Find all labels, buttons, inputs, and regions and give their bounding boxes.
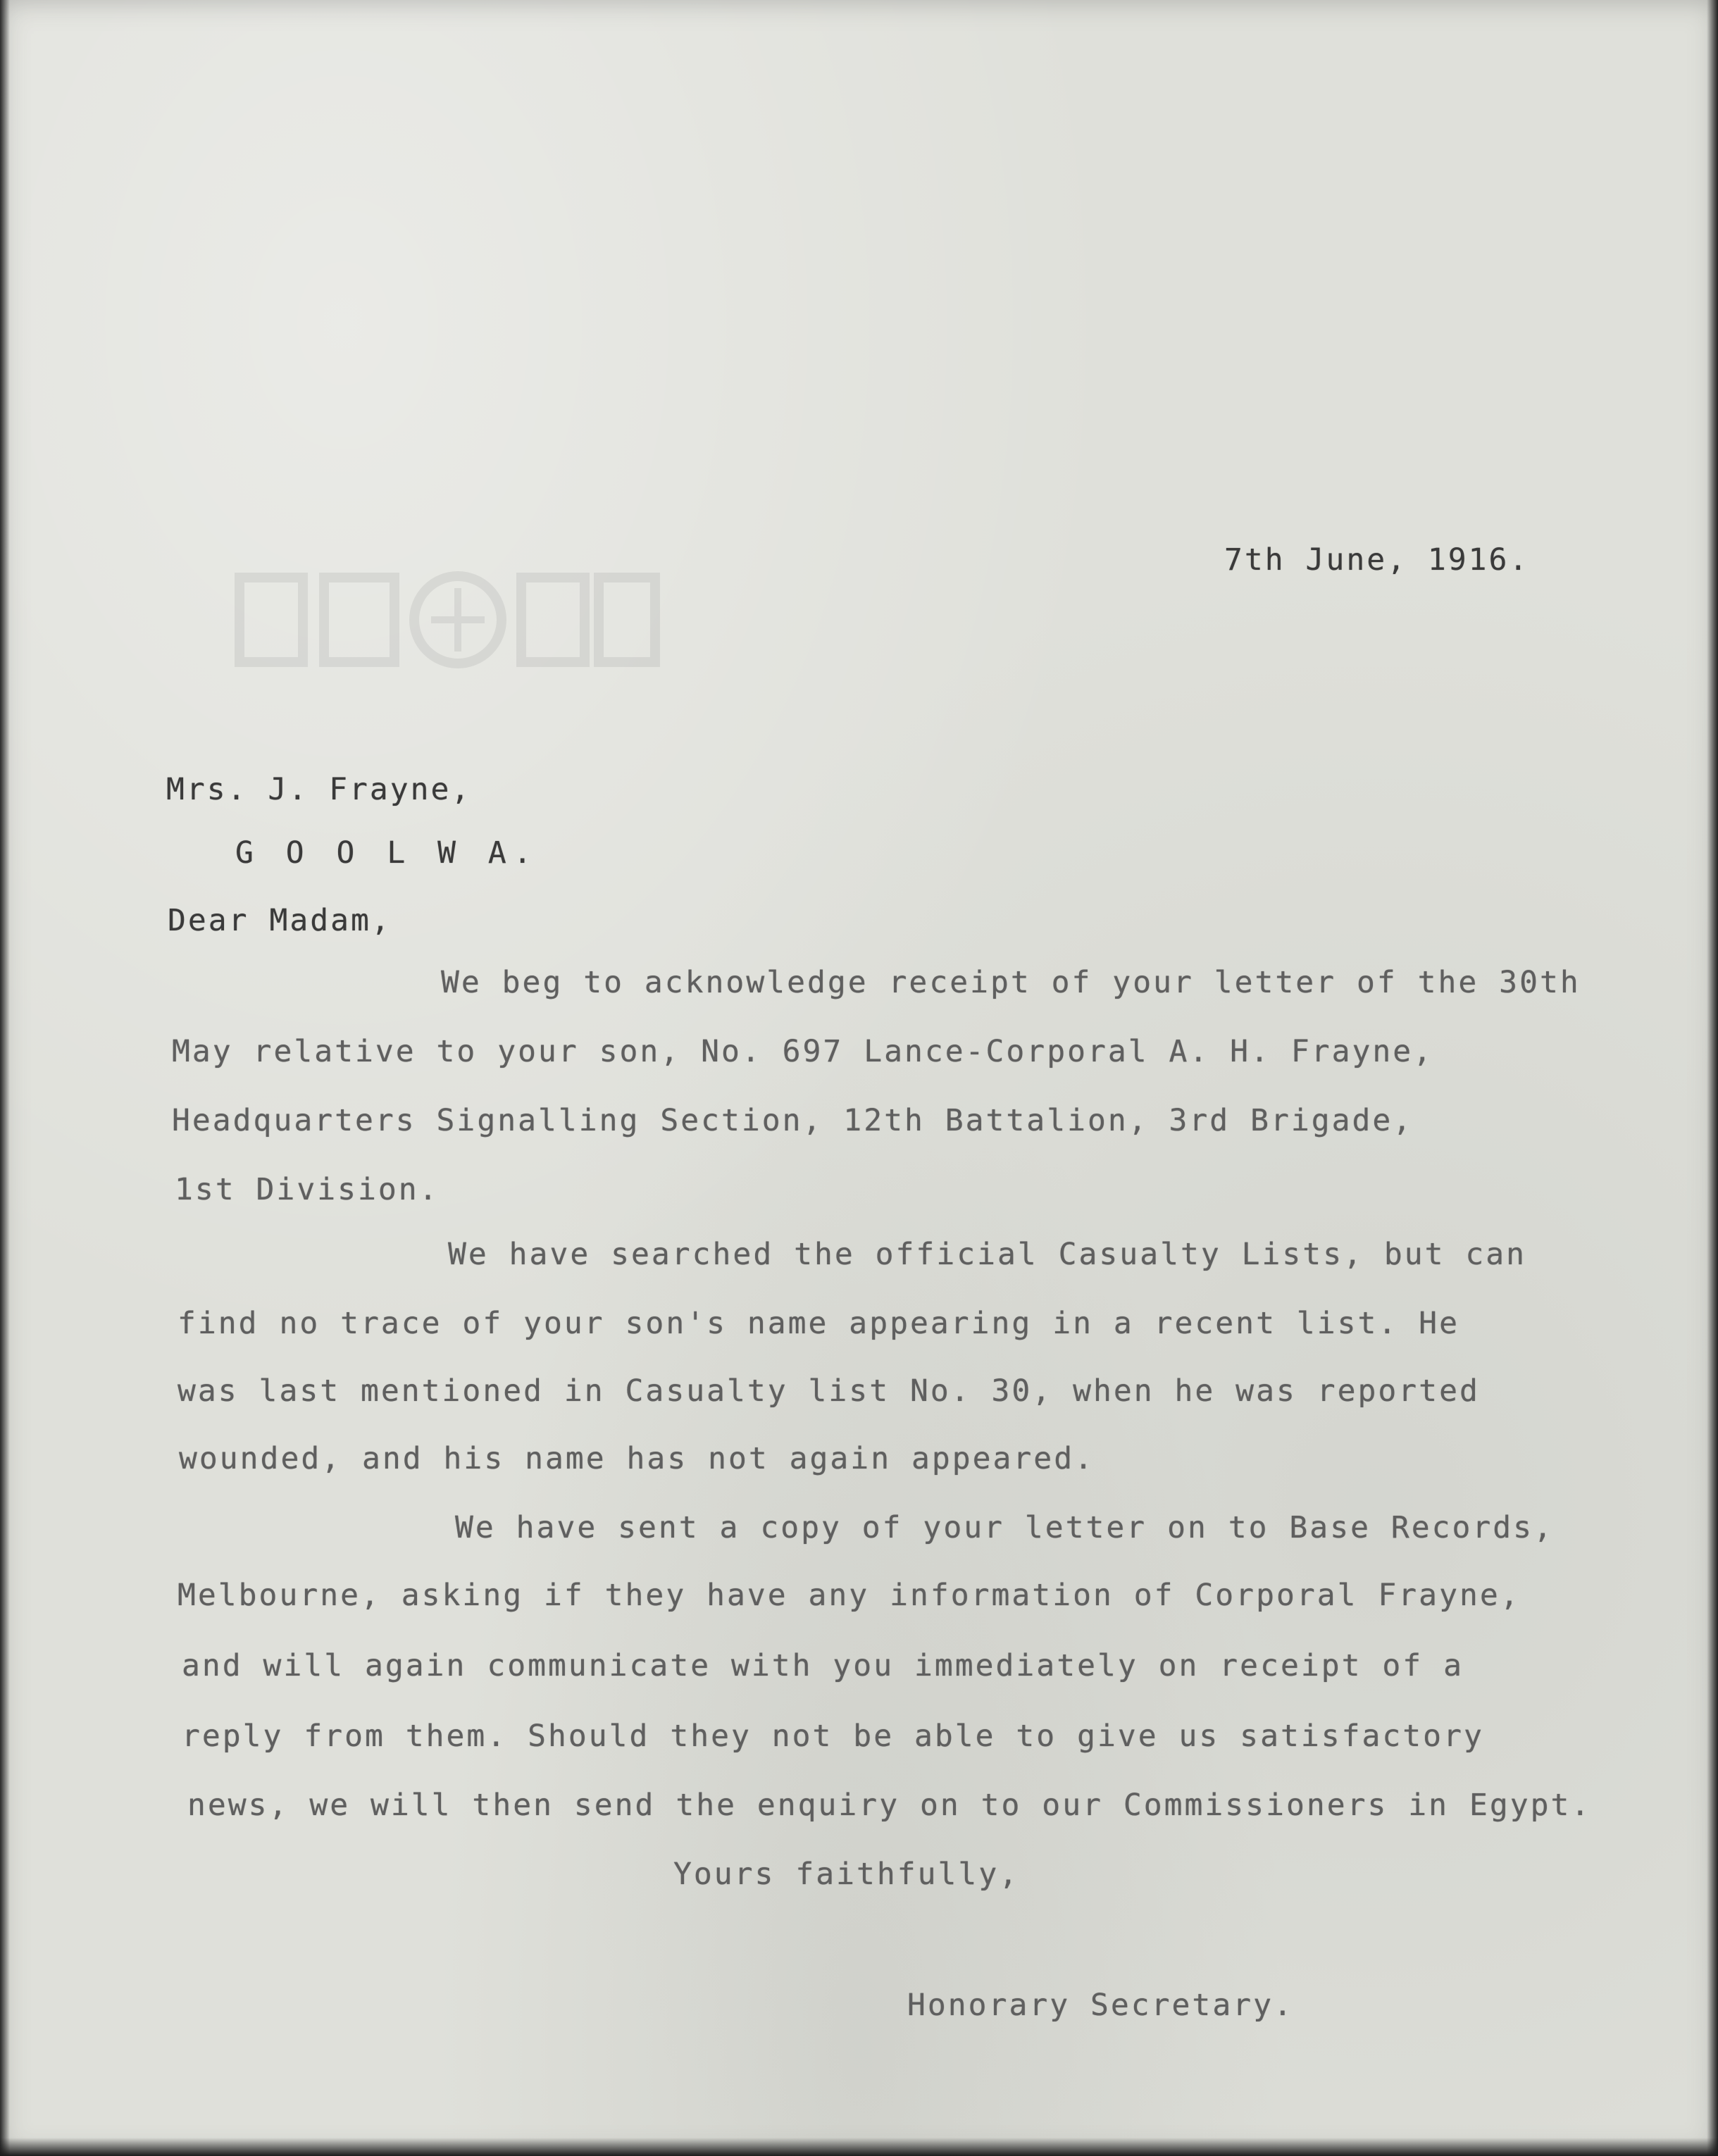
page-edge-shadow-right [1707, 0, 1718, 2156]
page-edge-shadow-left [0, 0, 10, 2156]
paragraph-1-line-1: We beg to acknowledge receipt of your letter of the 30th [441, 965, 1581, 1000]
paragraph-3-line-1: We have sent a copy of your letter on to Base Records, [455, 1510, 1554, 1545]
paragraph-3-line-2: Melbourne, asking if they have any information of Corporal Frayne, [178, 1578, 1521, 1613]
recipient-name: Mrs. J. Frayne, [166, 772, 472, 807]
closing: Yours faithfully, [673, 1857, 1020, 1892]
paragraph-3-line-3: and will again communicate with you immediately on receipt of a [182, 1648, 1464, 1683]
signature-title: Honorary Secretary. [907, 1988, 1294, 2023]
paragraph-1-line-2: May relative to your son, No. 697 Lance-Corporal A. H. Frayne, [172, 1034, 1434, 1069]
paper-watermark-icon [232, 563, 669, 676]
paragraph-3-line-5: news, we will then send the enquiry on to our Commissioners in Egypt. [187, 1788, 1592, 1823]
page-edge-shadow-bottom [0, 2138, 1718, 2156]
salutation: Dear Madam, [168, 903, 392, 938]
paragraph-1-line-3: Headquarters Signalling Section, 12th Battalion, 3rd Brigade, [172, 1103, 1414, 1138]
recipient-town: G O O L W A. [235, 835, 539, 871]
paragraph-2-line-1: We have searched the official Casualty Lists, but can [448, 1237, 1527, 1272]
paragraph-2-line-3: was last mentioned in Casualty list No. 30, when he was reported [178, 1373, 1480, 1409]
letter-date: 7th June, 1916. [1224, 542, 1530, 578]
paragraph-3-line-4: reply from them. Should they not be able to give us satisfactory [182, 1719, 1484, 1754]
paragraph-1-line-4: 1st Division. [175, 1172, 440, 1207]
paragraph-2-line-2: find no trace of your son's name appearing in a recent list. He [178, 1306, 1459, 1341]
paragraph-2-line-4: wounded, and his name has not again appeared. [179, 1441, 1095, 1476]
